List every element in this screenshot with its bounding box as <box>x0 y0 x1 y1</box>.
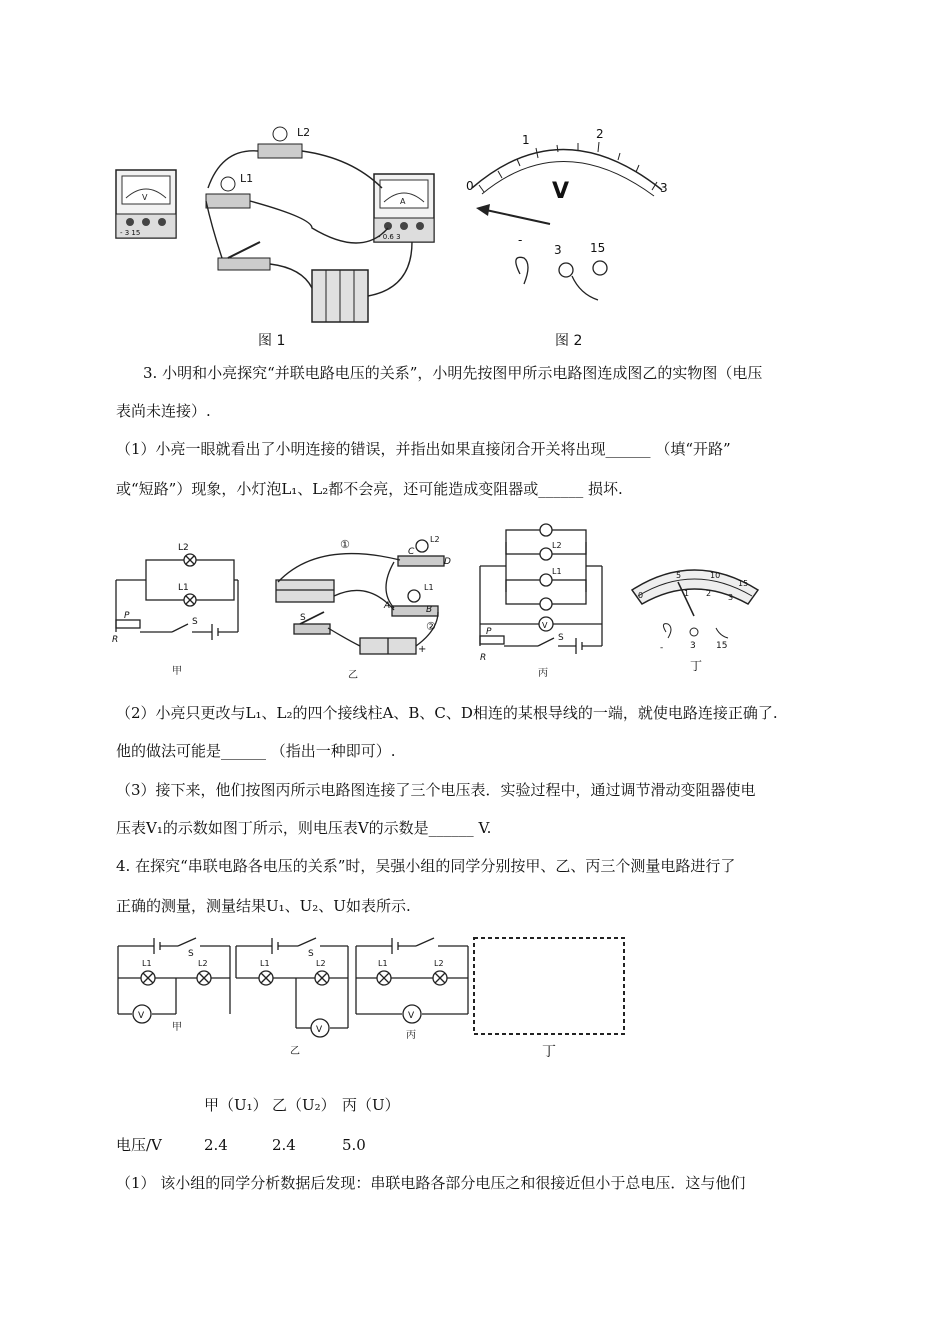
ammeter-device <box>374 174 434 242</box>
q3-part3-line-1: （3）接下来，他们按图丙所示电路图连接了三个电压表．实验过程中，通过调节滑动变阻器使电 <box>116 781 756 799</box>
table-header-1: 甲（U₁） <box>204 1096 268 1114</box>
svg-text:S: S <box>308 949 314 959</box>
svg-text:15: 15 <box>738 579 749 588</box>
figure-2-caption: 图 2 <box>555 333 583 349</box>
svg-text:L1: L1 <box>552 567 562 576</box>
q4-line-1: 4. 在探究“串联电路各电压的关系”时，吴强小组的同学分别按甲、乙、丙三个测量电路进行了 <box>116 857 736 875</box>
svg-text:L2: L2 <box>198 959 208 968</box>
svg-text:P: P <box>124 611 130 621</box>
svg-text:+: + <box>418 644 427 655</box>
table-header-3: 丙（U） <box>342 1096 400 1114</box>
circuit-yi <box>276 540 444 654</box>
table-value-3: 5.0 <box>342 1136 366 1154</box>
svg-text:L1: L1 <box>260 959 270 968</box>
svg-text:D: D <box>444 557 451 567</box>
svg-text:L2: L2 <box>434 959 444 968</box>
q3-line-1: 3. 小明和小亮探究“并联电路电压的关系”，小明先按图甲所示电路图连成图乙的实物图（电压 <box>143 364 763 382</box>
meter-ding <box>632 570 758 616</box>
svg-text:-: - <box>660 643 664 653</box>
svg-text:甲: 甲 <box>172 666 182 677</box>
svg-text:乙: 乙 <box>348 670 358 681</box>
svg-text:R: R <box>112 635 119 645</box>
svg-text:丙: 丙 <box>406 1030 416 1041</box>
svg-text:甲: 甲 <box>172 1022 182 1033</box>
svg-text:5: 5 <box>676 571 682 580</box>
q4-part1: （1） 该小组的同学分析数据后发现：串联电路各部分电压之和很接近但小于总电压．这与他们 <box>116 1174 746 1192</box>
svg-text:3: 3 <box>690 641 696 651</box>
svg-text:2: 2 <box>706 589 712 598</box>
svg-text:丁: 丁 <box>690 659 703 673</box>
q3-diagrams <box>108 520 768 685</box>
svg-text:S: S <box>558 633 564 643</box>
svg-text:L2: L2 <box>552 541 562 550</box>
q4-diagram-drawing <box>112 930 632 1062</box>
svg-text:C: C <box>408 547 415 557</box>
svg-text:S: S <box>300 613 306 623</box>
q3-part1-line-2: 或“短路”）现象，小灯泡L₁、L₂都不会亮，还可能造成变阻器或______ 损坏. <box>116 480 623 498</box>
svg-text:丙: 丙 <box>538 668 548 679</box>
svg-text:V: V <box>542 621 548 630</box>
q3-part2-line-1: （2）小亮只更改与L₁、L₂的四个接线柱A、B、C、D相连的某根导线的一端，就使电路连接正确了. <box>116 704 778 722</box>
svg-text:V: V <box>142 193 148 202</box>
q4-diagrams <box>112 930 632 1062</box>
svg-text:L1: L1 <box>178 583 189 593</box>
switch <box>218 242 270 270</box>
figure-1-caption: 图 1 <box>258 333 286 349</box>
svg-text:L1: L1 <box>240 172 254 185</box>
svg-text:3: 3 <box>554 243 562 257</box>
svg-text:0: 0 <box>466 179 474 193</box>
voltmeter-device <box>116 170 176 238</box>
svg-text:V: V <box>552 179 570 204</box>
battery-pack <box>312 270 368 322</box>
svg-text:P: P <box>486 627 492 637</box>
q3-part2-line-2: 他的做法可能是______ （指出一种即可）. <box>116 742 396 760</box>
svg-text:R: R <box>480 653 487 663</box>
needle <box>486 210 550 224</box>
svg-text:L2: L2 <box>178 543 189 553</box>
circuit-4-jia <box>118 938 230 1023</box>
svg-text:B: B <box>426 605 433 615</box>
figure-1 <box>112 118 442 333</box>
svg-text:10: 10 <box>710 571 721 580</box>
svg-text:丁: 丁 <box>542 1044 556 1060</box>
svg-text:- 0.6 3: - 0.6 3 <box>378 233 401 241</box>
svg-text:L1: L1 <box>378 959 388 968</box>
svg-text:0: 0 <box>638 591 644 600</box>
figure-2 <box>462 124 682 304</box>
svg-text:L1: L1 <box>424 583 434 592</box>
circuit-jia <box>116 554 238 640</box>
svg-text:- 3 15: - 3 15 <box>120 229 141 237</box>
svg-text:V: V <box>138 1011 145 1021</box>
svg-text:L1: L1 <box>142 959 152 968</box>
circuit-bing <box>480 524 602 654</box>
svg-text:V: V <box>316 1025 323 1035</box>
blank-box-ding <box>474 938 624 1034</box>
circuit-4-yi <box>236 938 348 1037</box>
svg-text:L2: L2 <box>430 535 440 544</box>
svg-text:乙: 乙 <box>290 1046 300 1057</box>
svg-text:15: 15 <box>590 241 606 255</box>
svg-text:2: 2 <box>596 127 604 141</box>
svg-text:V: V <box>408 1011 415 1021</box>
svg-text:S: S <box>192 617 198 627</box>
svg-text:②: ② <box>426 620 436 633</box>
q3-part3-line-2: 压表V₁的示数如图丁所示，则电压表V的示数是______ V. <box>116 819 492 837</box>
svg-text:A: A <box>384 601 391 611</box>
svg-text:3: 3 <box>728 593 734 602</box>
figure-1-drawing <box>112 118 442 333</box>
svg-text:①: ① <box>340 538 350 551</box>
table-row-label: 电压/V <box>116 1136 162 1154</box>
svg-text:15: 15 <box>716 641 728 651</box>
svg-text:L2: L2 <box>316 959 326 968</box>
svg-text:A: A <box>400 197 406 206</box>
svg-text:L2: L2 <box>297 126 311 139</box>
svg-text:-: - <box>518 233 523 247</box>
table-value-2: 2.4 <box>272 1136 296 1154</box>
q3-part1-line-1: （1）小亮一眼就看出了小明连接的错误，并指出如果直接闭合开关将出现______ （填“开路” <box>116 440 731 458</box>
table-value-1: 2.4 <box>204 1136 228 1154</box>
svg-text:S: S <box>188 949 194 959</box>
table-header-2: 乙（U₂） <box>272 1096 336 1114</box>
bulb-l2 <box>258 126 310 158</box>
voltmeter-dial <box>462 124 682 304</box>
q3-line-2: 表尚未连接）. <box>116 402 211 420</box>
svg-text:3: 3 <box>660 181 668 195</box>
svg-text:1: 1 <box>684 589 690 598</box>
q4-line-2: 正确的测量，测量结果U₁、U₂、U如表所示. <box>116 897 411 915</box>
q3-diagram-drawing <box>108 520 768 685</box>
svg-text:1: 1 <box>522 133 530 147</box>
